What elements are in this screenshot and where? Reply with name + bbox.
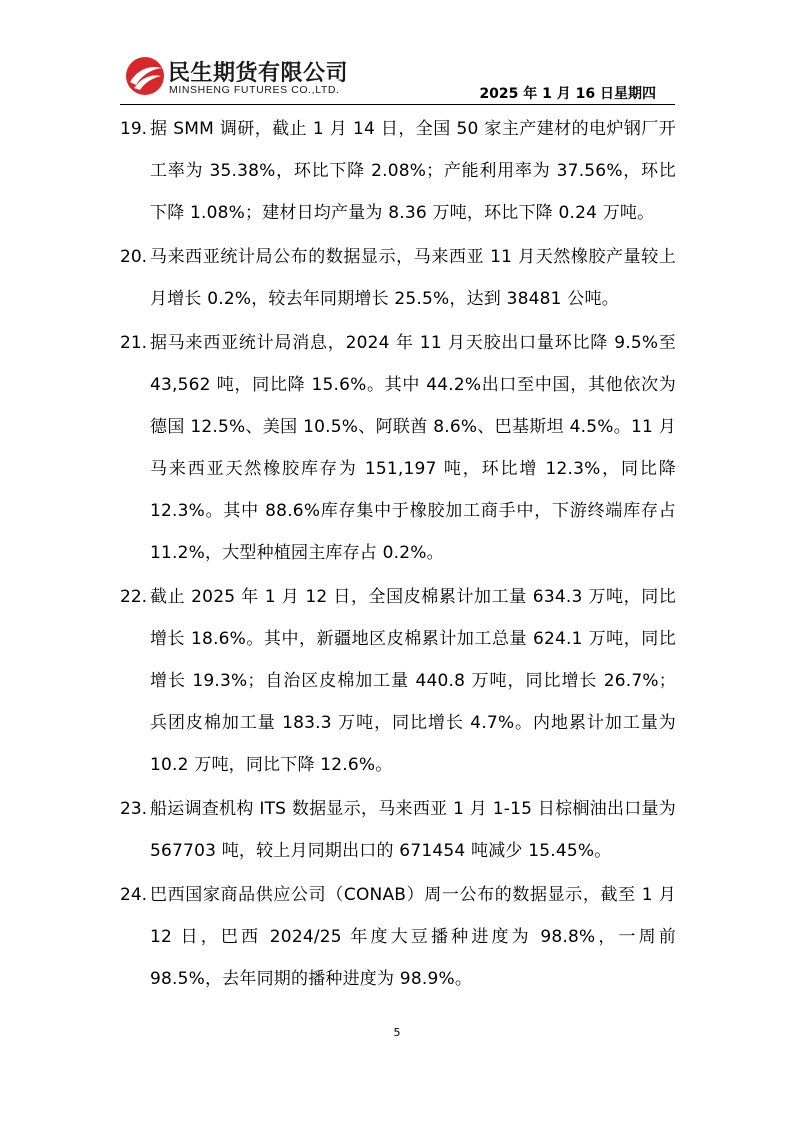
item-number: 22. — [120, 587, 148, 607]
item-number: 23. — [120, 799, 148, 819]
news-item-22 — [120, 576, 676, 786]
company-logo — [124, 55, 364, 101]
item-text: 马来西亚统计局公布的数据显示，马来西亚 11 月天然橡胶产量较上月增长 0.2%，较去年同期增长 25.5%，达到 38481 公吨。 — [150, 247, 676, 309]
page-number: 5 — [393, 1026, 401, 1039]
news-item-24 — [120, 874, 676, 1000]
item-number: 24. — [120, 885, 148, 905]
header-divider — [120, 104, 675, 105]
page-header — [0, 0, 794, 108]
logo-chinese-name: 民生期货有限公司 — [168, 61, 349, 86]
item-text: 截止 2025 年 1 月 12 日，全国皮棉累计加工量 634.3 万吨，同比增长 18.6%。其中，新疆地区皮棉累计加工总量 624.1 万吨，同比增长 19.3%；自治区皮棉加工量 440.8 万吨，同比增长 26.7%；兵团皮棉加工量 183.3 万吨，同比增长 4.7%。内地累计加工量为 10.2 万吨，同比下降 12.6%。 — [150, 587, 676, 775]
item-number: 21. — [120, 333, 148, 353]
news-item-21 — [120, 322, 676, 574]
item-text: 据 SMM 调研，截止 1 月 14 日，全国 50 家主产建材的电炉钢厂开工率为 35.38%，环比下降 2.08%；产能利用率为 37.56%，环比下降 1.08%；建材日均产量为 8.36 万吨，环比下降 0.24 万吨。 — [150, 119, 676, 223]
news-item-20 — [120, 236, 676, 320]
item-number: 19. — [120, 119, 148, 139]
minsheng-logo-icon — [124, 55, 166, 97]
item-text: 巴西国家商品供应公司（CONAB）周一公布的数据显示，截至 1 月 12 日，巴西 2024/25 年度大豆播种进度为 98.8%，一周前 98.5%，去年同期的播种进度为 98.9%。 — [150, 885, 676, 989]
news-list — [120, 108, 676, 1002]
news-item-23 — [120, 788, 676, 872]
item-number: 20. — [120, 247, 148, 267]
item-text: 据马来西亚统计局消息，2024 年 11 月天胶出口量环比降 9.5%至 43,562 吨，同比降 15.6%。其中 44.2%出口至中国，其他依次为德国 12.5%、美国 10.5%、阿联酋 8.6%、巴基斯坦 4.5%。11 月马来西亚天然橡胶库存为 151,197 吨，环比增 12.3%，同比降 12.3%。其中 88.6%库存集中于橡胶加工商手中，下游终端库存占 11.2%，大型种植园主库存占 0.2%。 — [150, 333, 676, 563]
item-text: 船运调查机构 ITS 数据显示，马来西亚 1 月 1-15 日棕榈油出口量为 567703 吨，较上月同期出口的 671454 吨减少 15.45%。 — [150, 799, 676, 861]
news-item-19 — [120, 108, 676, 234]
report-date: 2025 年 1 月 16 日星期四 — [479, 86, 656, 102]
logo-english-name: MINSHENG FUTURES CO.,LTD. — [169, 84, 340, 96]
